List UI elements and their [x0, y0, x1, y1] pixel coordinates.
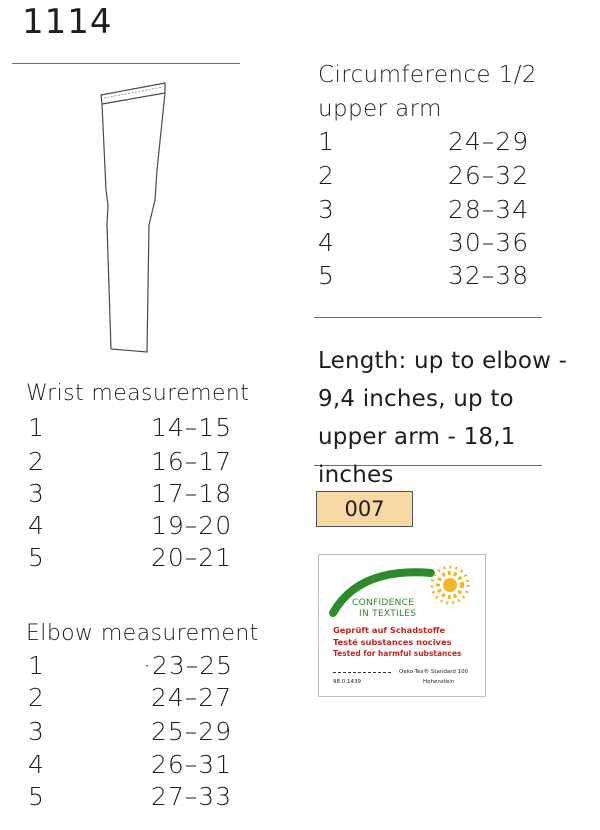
size-range: 26–31 [151, 750, 233, 779]
cert-line2: IN TEXTILES [359, 609, 417, 619]
oeko-tex-certificate-label [318, 554, 486, 697]
size-label: 1 [318, 127, 335, 156]
cert-line3: Geprüft auf Schadstoffe [333, 625, 446, 635]
elbow-title: Elbow measurement [26, 621, 259, 646]
product-code: 1114 [22, 2, 113, 42]
cert-line4: Testé substances nocives [333, 637, 452, 647]
cert-line5: Tested for harmful substances [333, 649, 462, 658]
size-range: 26–32 [448, 161, 530, 190]
upper-arm-divider [314, 317, 542, 318]
size-label: 2 [28, 683, 45, 712]
size-label: 5 [28, 782, 45, 811]
size-label: 2 [318, 161, 335, 190]
size-range: 16–17 [151, 447, 233, 476]
size-label: 1 [28, 413, 45, 442]
size-range: ·23–25 [143, 651, 234, 680]
cert-institute: Hohenstein [423, 679, 455, 685]
size-range: 19–20 [151, 511, 233, 540]
length-note: Length: up to elbow - 9,4 inches, up to upper arm - 18,1 inches [318, 348, 568, 488]
top-divider [12, 63, 240, 64]
size-range: 27–33 [151, 782, 233, 811]
upper-arm-title-line2: upper arm [318, 96, 442, 122]
size-range: 14–15 [151, 413, 233, 442]
size-label: 1 [28, 651, 45, 680]
size-label: 3 [28, 479, 45, 508]
cert-dashes [333, 672, 391, 673]
cert-number: 98.0.1439 [333, 679, 361, 685]
size-label: 4 [318, 228, 335, 257]
size-range: 24–29 [448, 127, 530, 156]
size-range: 32–38 [448, 261, 530, 290]
color-code-badge: 007 [316, 491, 413, 527]
size-label: 4 [28, 750, 45, 779]
size-label: 2 [28, 447, 45, 476]
wrist-title: Wrist measurement [26, 381, 250, 406]
size-label: 5 [318, 261, 335, 290]
size-label: 3 [28, 717, 45, 746]
upper-arm-title-line1: Circumference 1/2 [318, 62, 537, 88]
size-range: 28–34 [448, 195, 530, 224]
size-range: 17–18 [151, 479, 233, 508]
size-label: 4 [28, 511, 45, 540]
size-range: 30–36 [448, 228, 530, 257]
size-range: 24–27 [151, 683, 233, 712]
cert-line1: CONFIDENCE [352, 598, 415, 608]
size-range: 20–21 [151, 543, 233, 572]
cert-standard: Oeko-Tex® Standard 100 [399, 669, 469, 675]
size-label: 3 [318, 195, 335, 224]
size-range: 25–29 [151, 717, 233, 746]
size-label: 5 [28, 543, 45, 572]
arm-sleeve-illustration [95, 80, 175, 355]
